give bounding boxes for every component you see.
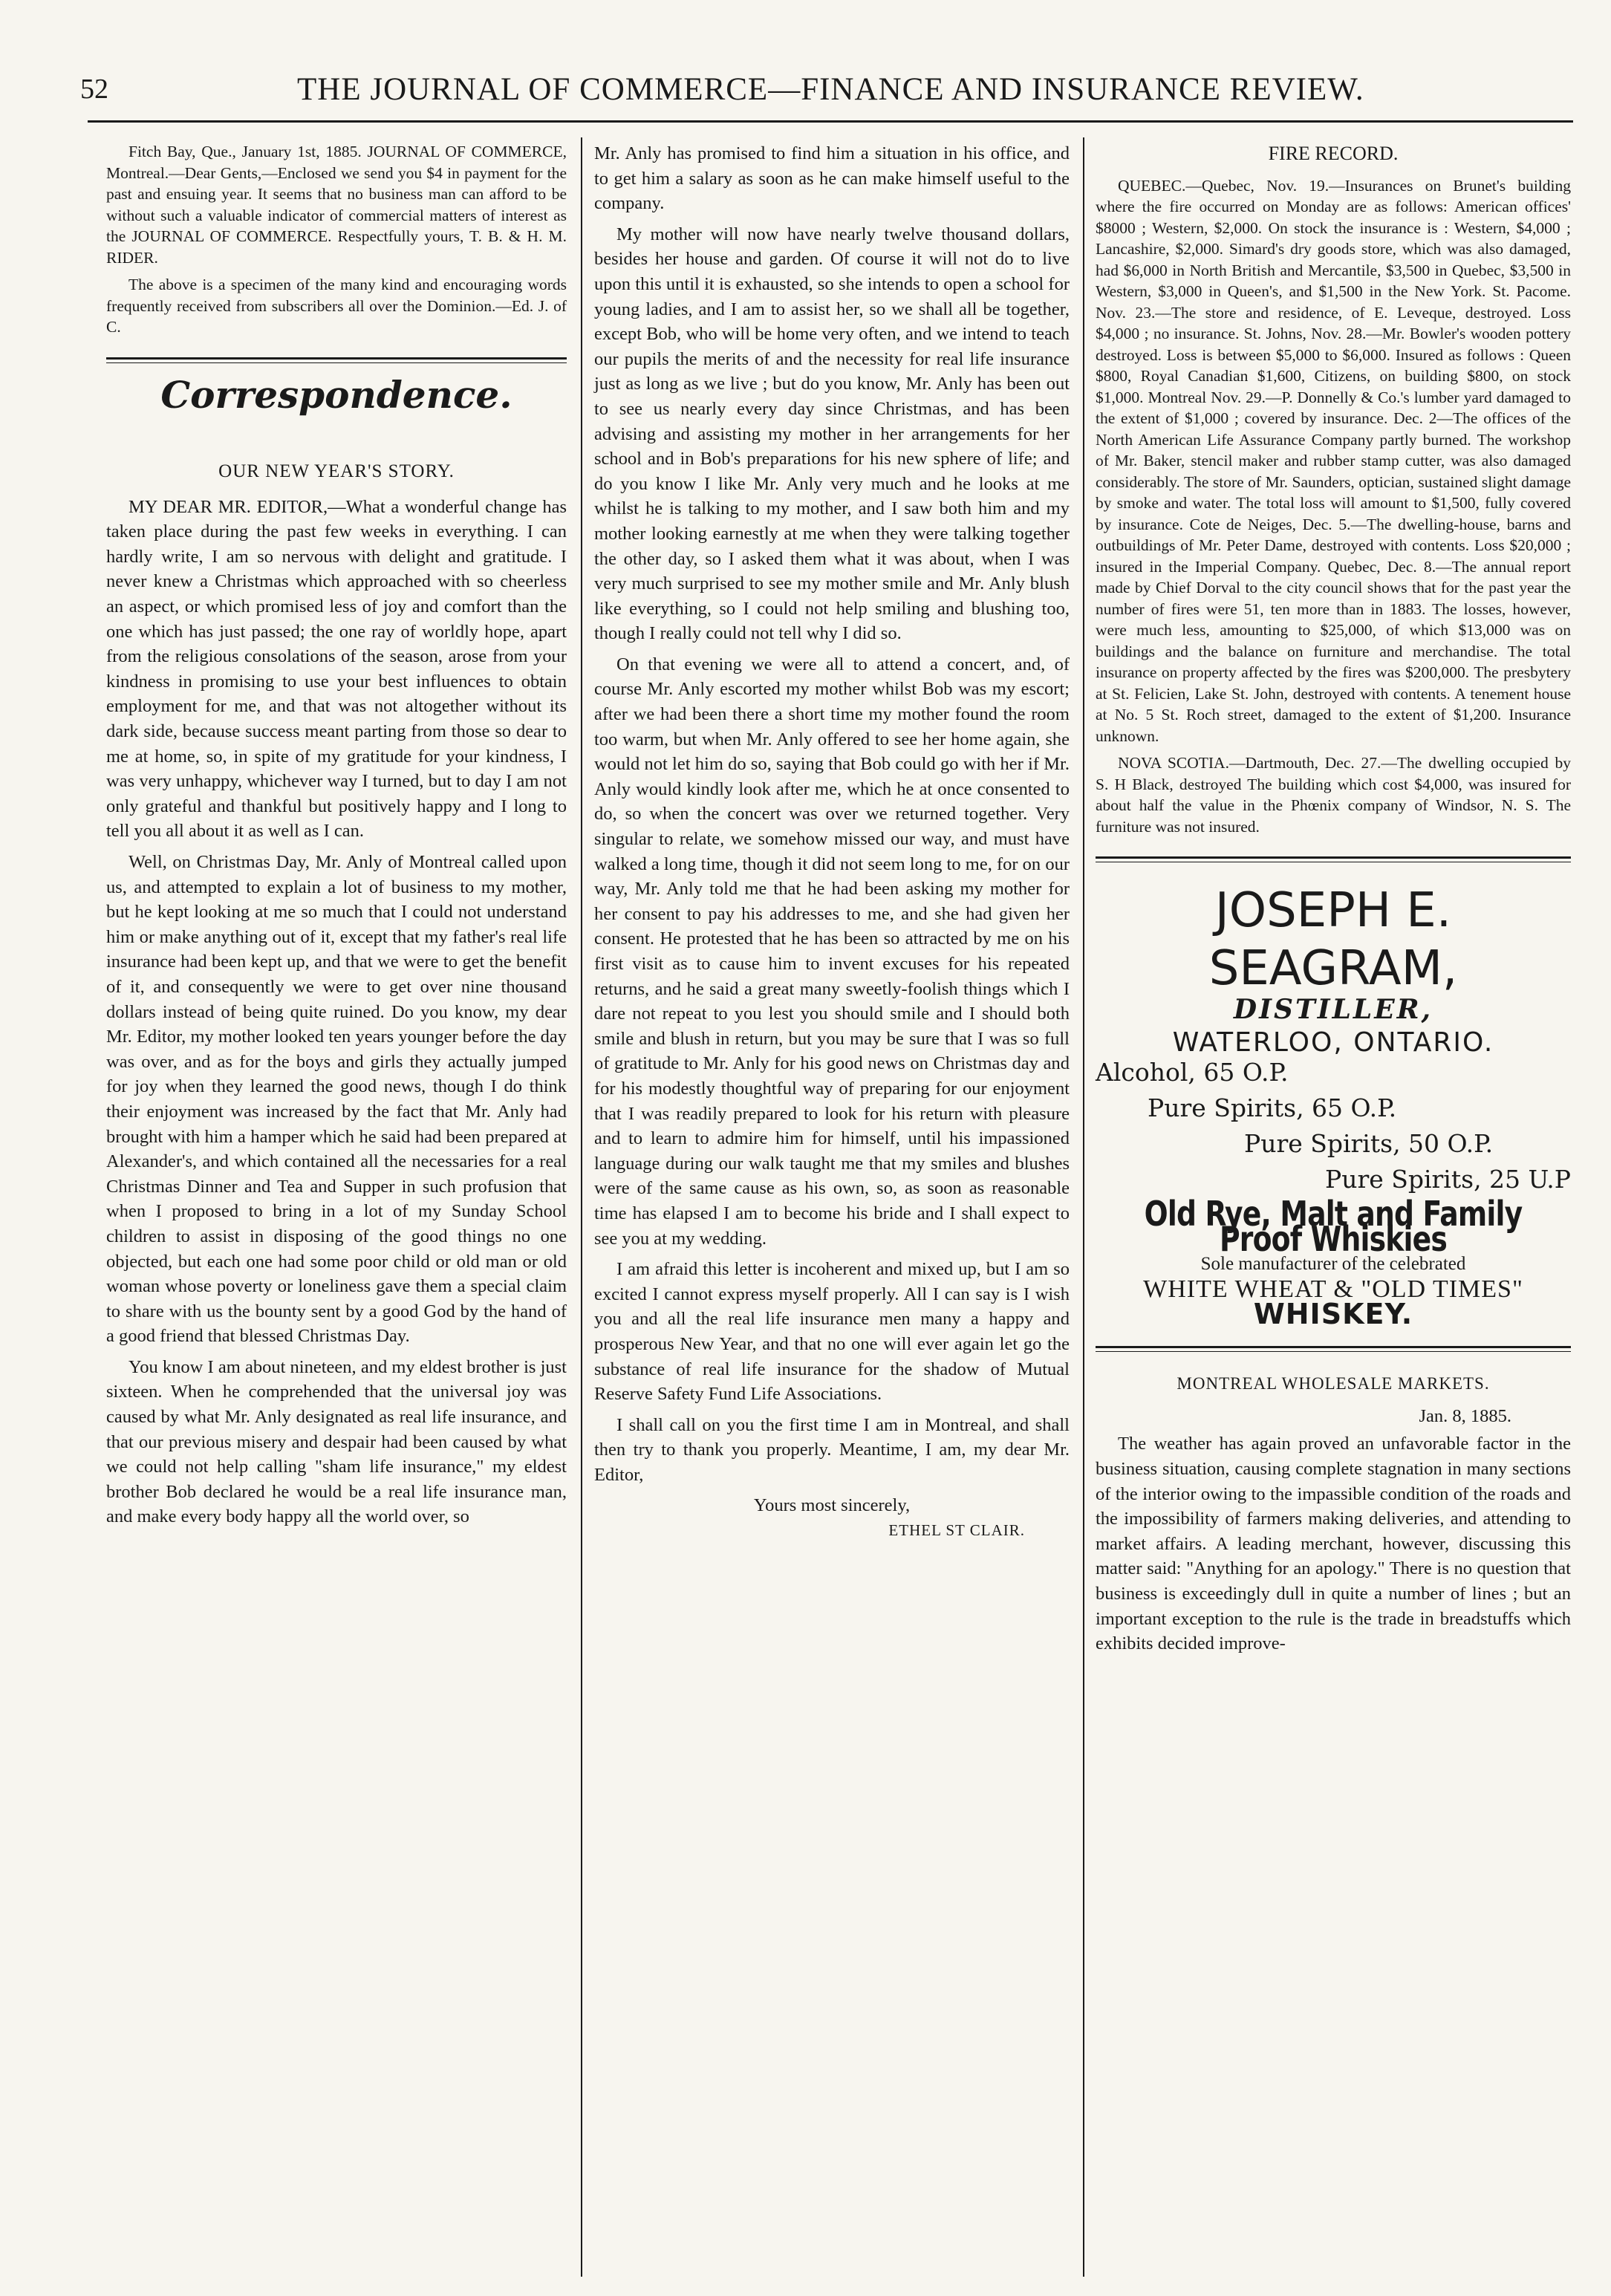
column-1 bbox=[106, 141, 567, 1535]
story-paragraph: I am afraid this letter is incoherent and mixed up, but I am so excited I cannot express myself properly. All I can say is I wish you and all the real life insurance men many a happy and prosperous New Year, and that no one will ever again let go the substance of real life insurance for the shadow of Mutual Reserve Safety Fund Life Associations. bbox=[594, 1259, 1070, 1405]
ad-product-line: Pure Spirits, 50 O.P. bbox=[1244, 1129, 1494, 1159]
column-divider-1 bbox=[581, 137, 582, 2277]
fire-record-quebec: QUEBEC.—Quebec, Nov. 19.—Insurances on Brunet's building where the fire occurred on Monday are as follows: American offices' $8000 ; Western, $2,000. On stock the insurance is : Western, $4,000 ; Lancashire, $2,000. Simard's dry goods store, which was also damaged, had $6,000 in North British and Mercantile, $3,500 in Quebec, $3,500 in Western, $3,000 in Queen's, and $1,500 in the New York. St. Pacome. Nov. 23.—The store and residence, of E. Leveque, destroyed. Loss $4,000 ; no insurance. St. Johns, Nov. 28.—Mr. Bowler's wooden pottery destroyed. Loss is between $5,000 to $6,000. Insured as follows : Queen $800, Royal Canadian $1,600, Citizens, on building $800, on stock $1,000. Montreal Nov. 29.—P. Donnelly & Co.'s lumber yard damaged to the extent of $1,000 ; covered by insurance. Dec. 2—The offices of the North American Life Assurance Company partly burned. The workshop of Mr. Baker, stencil maker and rubber stamp cutter, was also damaged considerably. The store of Mr. Saunders, optician, sustained slight damage by smoke and water. The total loss will amount to $1,500, fully covered by insurance. Cote de Neiges, Dec. 5.—The dwelling-house, barns and outbuildings of Mr. Peter Dame, destroyed with contents. Loss $20,000 ; insured in the Imperial Company. Quebec, Dec. 8.—The annual report made by Chief Dorval to the city council shows that for the past year the number of fires were 51, ten more than in 1883. The losses, however, were much less, amounting to $25,000, of which $13,000 was on buildings and the balance on furniture and merchandise. The total insurance on property affected by the fires was $200,000. The presbytery at St. Felicien, Lake St. John, destroyed with contents. A tenement house at No. 5 St. Roch street, damaged to the extent of $1,200. Insurance unknown. bbox=[1096, 176, 1571, 745]
page-header bbox=[0, 0, 1611, 130]
story-paragraph: On that evening we were all to attend a concert, and, of course Mr. Anly escorted my mother whilst Bob was my escort; after we had been there a short time my mother found the room too warm, but when Mr. Anly offered to see her home again, she would not let him do so, saying that Bob could go with her if Mr. Anly would kindly look after me, which he at once consented to do, so when the concert was over we returned together. Very singular to relate, we somehow missed our way, and must have walked a long time, though it did not seem long to me, for on our way, Mr. Anly told me that he had been asking my mother for her consent to pay his addresses to me, and she had given her consent. He protested that he has been so attracted by me on his first visit as to cause him to invent excuses for his repeated returns, and he said a great many sweetly-foolish things which I dare not repeat to you lest you should smile and I should both smile and blush in return, but you may be sure that I was so full of gratitude to Mr. Anly for his good news on Christmas day and for his modestly thoughtful way of preparing for our enjoyment that I was readily prepared to look for his return with pleasure and to learn to admire him for himself, until his impassioned language during our walk taught me that my smiles and blushes were of the same cause as his own, so, as soon as reasonable time has elapsed I am to become his bride and I shall expect to see you at my wedding. bbox=[594, 654, 1070, 1249]
ad-distiller: DISTILLER, bbox=[1233, 994, 1433, 1026]
column-divider-2 bbox=[1083, 137, 1084, 2277]
ad-location: WATERLOO, ONTARIO. bbox=[1172, 1027, 1494, 1058]
section-rule bbox=[1096, 1346, 1571, 1352]
page-number: 52 bbox=[80, 74, 108, 105]
correspondence-heading: Correspondence. bbox=[160, 372, 512, 417]
letter-closing: Yours most sincerely, bbox=[753, 1495, 911, 1516]
fire-record-title: FIRE RECORD. bbox=[1268, 143, 1399, 164]
story-paragraph: You know I am about nineteen, and my eldest brother is just sixteen. When he comprehended that the universal joy was caused by what Mr. Anly designated as real life insurance, and that our previous misery and despair had been caused by what we could not help calling "sham life insurance," my eldest brother Bob declared he would be a real life insurance man, and make every body happy all the world over, so bbox=[106, 1356, 567, 1527]
ad-sole-manufacturer: Sole manufacturer of the celebrated bbox=[1200, 1254, 1466, 1275]
ad-name: JOSEPH E. SEAGRAM, bbox=[1208, 883, 1458, 997]
markets-title: MONTREAL WHOLESALE MARKETS. bbox=[1176, 1374, 1490, 1393]
seagram-advertisement bbox=[1096, 882, 1571, 1330]
column-2 bbox=[594, 141, 1070, 1544]
story-title: OUR NEW YEAR'S STORY. bbox=[218, 461, 455, 482]
story-paragraph: My mother will now have nearly twelve thousand dollars, besides her house and garden. Of course it will not do to live upon this until it is exhausted, so she intends to open a school for young ladies, and I am to assist her, so we shall all be together, except Bob, who will be home very often, and we intend to teach our pupils the merits of and the necessity for real life insurance just as long as we live ; but do you know, Mr. Anly has been out to see us nearly every day since Christmas, and has been advising and assisting my mother in her arrangements for her school and in Bob's preparations for his new sphere of life; and do you know I like Mr. Anly very much and he looks at me whilst he is talking to my mother, and I saw both him and my mother looking earnestly at me when they were talking together the other day, so I asked them what it was about, when I was very much surprised to see my mother smile and Mr. Anly blush like everything, so I could not help smiling and blushing too, though I really could not tell why I did so. bbox=[594, 224, 1070, 644]
story-paragraph: Well, on Christmas Day, Mr. Anly of Montreal called upon us, and attempted to explain a lot of business to my mother, but he kept looking at me so much that I could not understand him or make anything out of it, except that my father's real life insurance had been kept up, and that we were to get the benefit of it, and consequently we were to get over nine thousand dollars instead of being quite ruined. Do you know, my dear Mr. Editor, my mother looked ten years younger before the day was over, and as for the boys and girls they actually jumped for joy when they learned the good news, though I do think their enjoyment was increased by the fact that Mr. Anly had brought with him a hamper which he said had been prepared at Alexander's, and which contained all the necessaries for a real Christmas Dinner and Tea and Supper in such profusion that when I proposed to bring in a lot of my Sunday School children to assist in disposing of the good things no one objected, but each one had some poor child or old man or old woman whose poverty or loneliness gave them a special claim to share with us the bounty sent by a good God by the hand of a good friend that blessed Christmas Day. bbox=[106, 852, 567, 1347]
subscriber-letter: Fitch Bay, Que., January 1st, 1885. JOURNAL OF COMMERCE, Montreal.—Dear Gents,—Enclosed we send you $4 in payment for the past and ensuing year. It seems that no business man can afford to be without such a valuable indicator of commercial matters of interest as the JOURNAL OF COMMERCE. Respectfully yours, T. B. & H. M. RIDER. bbox=[106, 143, 567, 267]
story-paragraph: MY DEAR MR. EDITOR,—What a wonderful change has taken place during the past few weeks in everything. I can hardly write, I am so nervous with delight and gratitude. I never knew a Christmas which approached with so cheerless an aspect, or which promised less of joy and comfort than the one which has just passed; the one ray of worldly hope, apart from the religious consolations of the season, arose from your kindness in promising to use your best influences to obtain employment for me, and that was not altogether without its dark side, because success meant parting from those so dear to me at home, so, in spite of my gratitude for your kindness, I was very unhappy, whichever way I turned, but to day I am not only grateful and thankful but positively happy and I long to tell you all about it as well as I can. bbox=[106, 496, 567, 842]
header-rule bbox=[88, 120, 1573, 123]
letter-signature: ETHEL ST CLAIR. bbox=[888, 1521, 1025, 1540]
ad-product-line: Pure Spirits, 25 U.P bbox=[1325, 1165, 1571, 1194]
fire-record-nova-scotia: NOVA SCOTIA.—Dartmouth, Dec. 27.—The dwelling occupied by S. H Black, destroyed The building which cost $4,000, was insured for about half the value in the Phœnix company of Windsor, N. S. The furniture was not insured. bbox=[1096, 754, 1571, 836]
ad-product-line: Pure Spirits, 65 O.P. bbox=[1148, 1093, 1397, 1123]
column-3 bbox=[1096, 141, 1571, 1662]
ad-whiskies: Old Rye, Malt and Family Proof Whiskies bbox=[1144, 1194, 1523, 1259]
ad-whiskey: WHISKEY. bbox=[1253, 1297, 1413, 1330]
section-rule bbox=[1096, 856, 1571, 862]
section-rule bbox=[106, 357, 567, 363]
markets-paragraph: The weather has again proved an unfavorable factor in the business situation, causing complete stagnation in many sections of the interior owing to the impassible condition of the roads and the impossibility of farmers making deliveries, and attending to market affairs. A leading merchant, however, discussing this matter said: "Anything for an apology." There is no question that business is exceedingly dull in quite a number of lines ; but an important exception to the rule is the trade in breadstuffs which exhibits decided improve- bbox=[1096, 1434, 1571, 1654]
markets-date: Jan. 8, 1885. bbox=[1419, 1405, 1511, 1426]
ad-white-wheat: WHITE WHEAT & "OLD TIMES" bbox=[1143, 1275, 1523, 1304]
story-paragraph: I shall call on you the first time I am in Montreal, and shall then try to thank you properly. Meantime, I am, my dear Mr. Editor, bbox=[594, 1414, 1070, 1485]
story-paragraph: Mr. Anly has promised to find him a situation in his office, and to get him a salary as soon as he can make himself useful to the company. bbox=[594, 143, 1070, 214]
editor-note: The above is a specimen of the many kind and encouraging words frequently received from subscribers all over the Dominion.—Ed. J. of C. bbox=[106, 276, 567, 336]
journal-title: THE JOURNAL OF COMMERCE—FINANCE AND INSURANCE REVIEW. bbox=[297, 72, 1364, 107]
ad-product-line: Alcohol, 65 O.P. bbox=[1096, 1058, 1289, 1087]
